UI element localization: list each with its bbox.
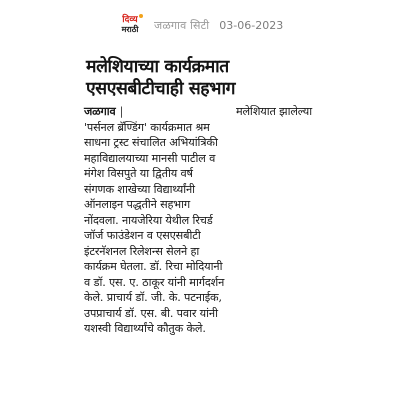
dateline: जळगाव [84, 105, 116, 118]
headline-line-1: मलेशियाच्या कार्यक्रमात [86, 57, 229, 77]
body-line: यशस्वी विद्यार्थ्यांचे कौतुक केले. [84, 322, 206, 335]
logo-dot-icon [139, 14, 143, 18]
body-line: साधना ट्रस्ट संचालित अभियांत्रिकी [84, 136, 218, 149]
publication-date: 03-06-2023 [219, 18, 284, 32]
body-line: इंटरनॅशनल रिलेशन्स सेलने हा [84, 244, 200, 258]
body-line: व डॉ. एस. ए. ठाकूर यांनी मार्गदर्शन [84, 275, 225, 289]
logo-line2: मराठी [121, 25, 139, 34]
body-line: ऑनलाइन पद्धतीने सहभाग [84, 198, 191, 211]
body-line: केले. प्राचार्य डॉ. जी. के. पटनाईक, [84, 291, 222, 304]
body-line-1-text: मलेशियात झालेल्या [235, 105, 312, 118]
news-clipping [84, 56, 312, 386]
body-line: महाविद्यालयाच्या मानसी पाटील व [84, 151, 216, 165]
body-line: उपप्राचार्य डॉ. एस. बी. पवार यांनी [84, 306, 218, 320]
body-line: 'पर्सनल ब्रॅण्डिंग' कार्यक्रमात श्रम [84, 120, 210, 134]
dateline-separator: | [119, 105, 124, 118]
newspaper-logo [118, 14, 142, 36]
body-line-1 [84, 104, 312, 120]
headline-line-2: एसएसबीटीचाही सहभाग [86, 79, 236, 99]
body-line: जॉर्ज फाउंडेशन व एसएसबीटी [84, 229, 201, 242]
body-line: संगणक शाखेच्या विद्यार्थ्यांनी [84, 182, 195, 196]
body-line: नोंदवला. नायजेरिया येथील रिचर्ड [84, 213, 213, 227]
headline [86, 56, 312, 100]
masthead [118, 14, 300, 36]
body-line: कार्यक्रम घेतला. डॉ. रिचा मोदियानी [84, 260, 223, 273]
edition-name: जळगाव सिटी [154, 18, 210, 32]
article-body [84, 104, 312, 337]
logo-line1: दिव्य [122, 15, 138, 25]
body-line: मंगेश विसपुते या द्वितीय वर्ष [84, 167, 193, 180]
